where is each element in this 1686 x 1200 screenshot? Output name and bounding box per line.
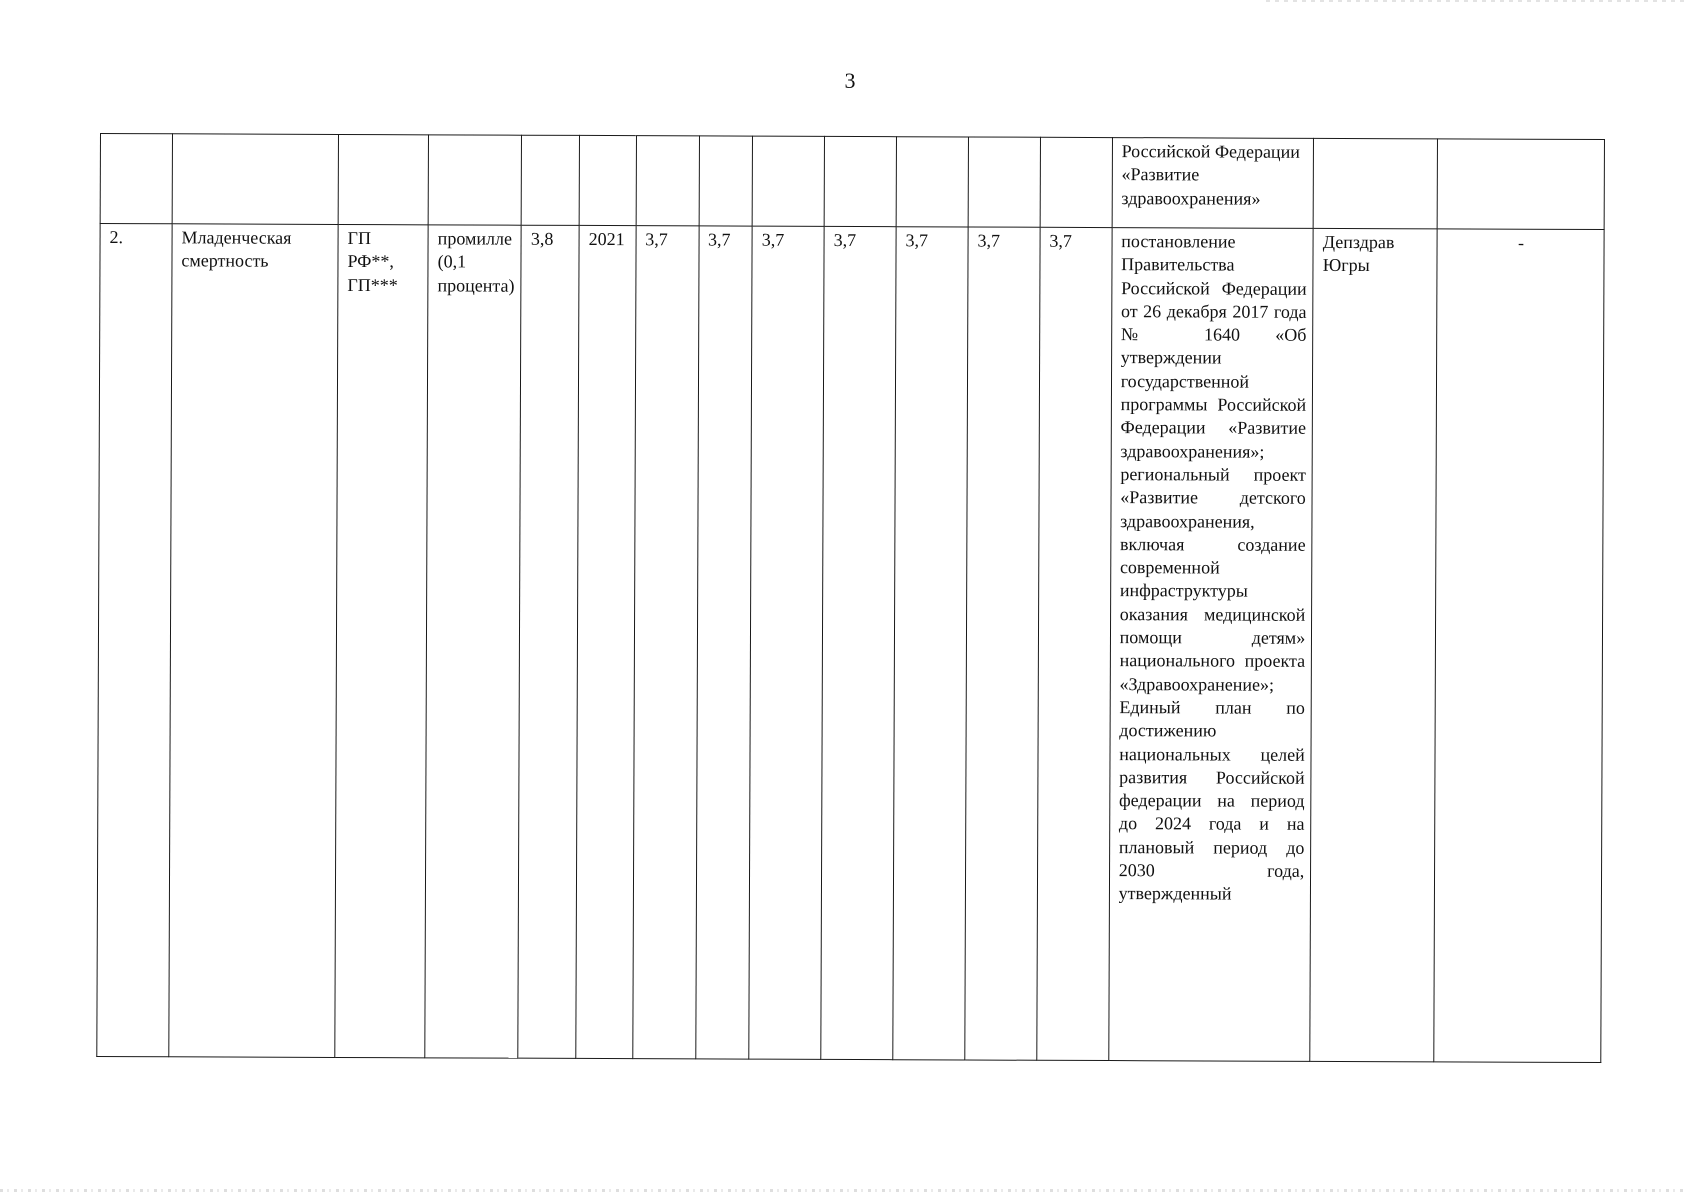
page-number: 3: [844, 68, 856, 93]
cell-empty: [172, 134, 338, 225]
cell-responsible: Депздрав Югры: [1310, 228, 1437, 1061]
cell-value-6: 3,7: [965, 227, 1040, 1060]
cell-empty: [968, 137, 1040, 227]
cell-row-number: 2.: [97, 224, 172, 1057]
cell-value-4: 3,7: [821, 226, 896, 1059]
cell-basis-continuation: Российской Федерации «Развитие здравоохранения»: [1112, 138, 1314, 229]
cell-unit: промилле (0,1 процента): [425, 225, 522, 1058]
cell-empty: [699, 136, 753, 226]
cell-empty: [636, 136, 699, 226]
cell-base-value: 3,8: [518, 225, 579, 1058]
cell-empty: [521, 135, 579, 225]
cell-value-7: 3,7: [1037, 227, 1112, 1060]
cell-basis-document: постановление Правительства Российской Федерации от 26 декабря 2017 года № 1640 «Об утверждении государственной программы Российской Федерации «Развитие здравоохранения»; региональный проект «Развитие детского здравоохранения, включая создание современной инфраструктуры оказания медицинской помощи детям» национального проекта «Здравоохранение»; Единый план по достижению национальных целей развития Российской федерации на период до 2024 года и на плановый период до 2030 года, утвержденный: [1108, 228, 1313, 1062]
table-row-continuation: [100, 134, 1604, 230]
scan-artifact-top: [1266, 0, 1686, 2]
cell-empty: [1313, 138, 1437, 228]
cell-note: -: [1434, 229, 1605, 1063]
cell-value-1: 3,7: [633, 226, 699, 1059]
table-row-infant-mortality: [97, 224, 1604, 1063]
cell-indicator-name: Младенческая смертность: [169, 224, 338, 1058]
cell-empty: [752, 136, 824, 226]
cell-empty: [896, 137, 968, 227]
cell-empty: [579, 135, 636, 225]
cell-source: ГП РФ**, ГП***: [335, 224, 428, 1057]
cell-empty: [1437, 139, 1605, 230]
cell-value-5: 3,7: [893, 227, 968, 1060]
cell-value-2: 3,7: [695, 226, 752, 1059]
cell-empty: [100, 134, 172, 224]
cell-empty: [428, 135, 522, 225]
cell-empty: [824, 136, 896, 226]
indicators-table: [96, 133, 1605, 1063]
cell-base-year: 2021: [576, 225, 636, 1058]
cell-value-3: 3,7: [749, 226, 824, 1059]
scan-artifact-bottom: [0, 1189, 1686, 1192]
cell-empty: [338, 134, 428, 224]
cell-empty: [1040, 137, 1112, 227]
